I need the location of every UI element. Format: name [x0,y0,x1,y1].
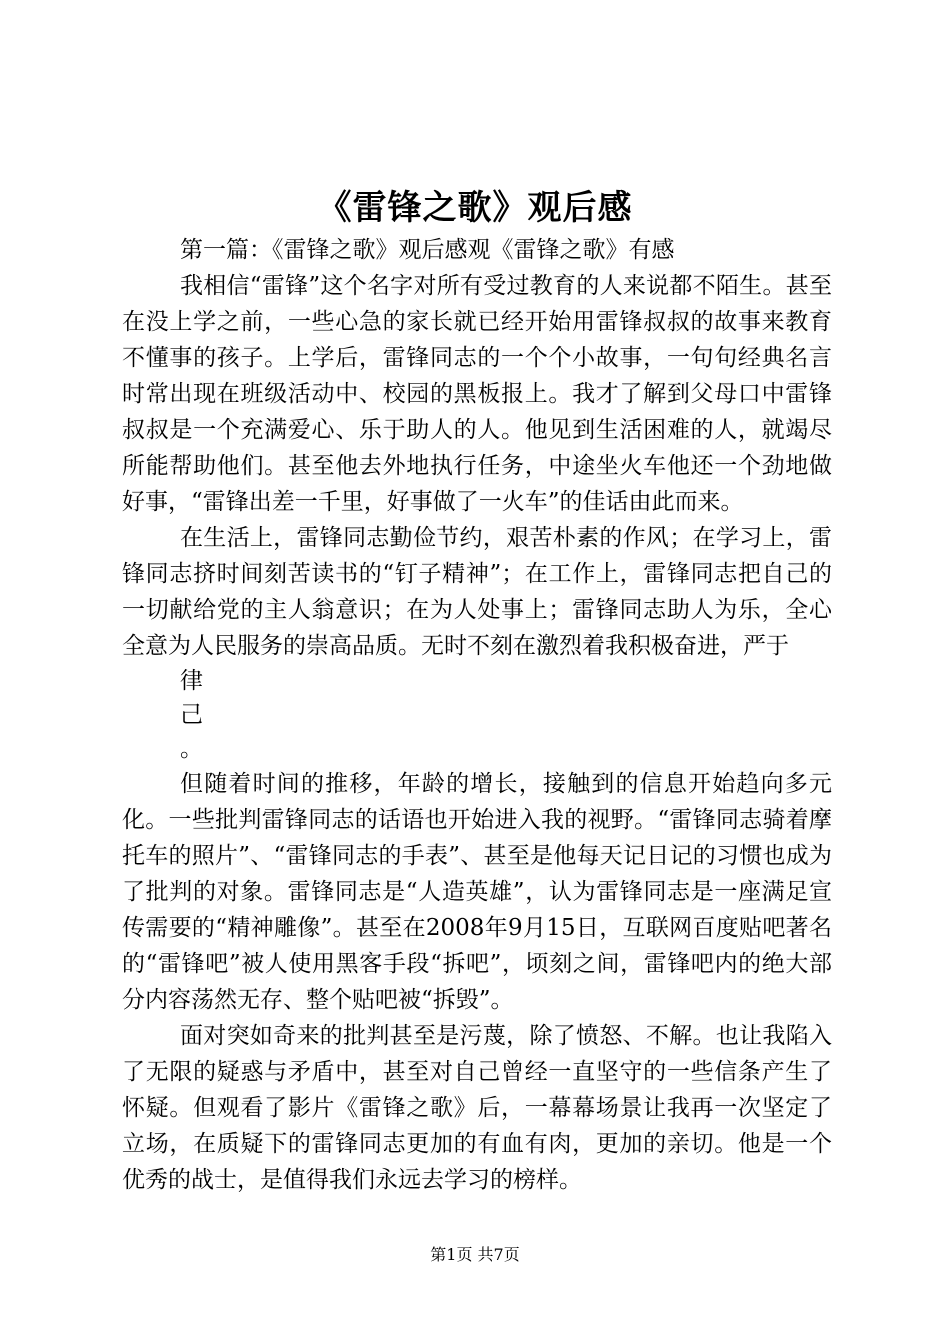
paragraph-4: 面对突如奇来的批判甚至是污蔑，除了愤怒、不解。也让我陷入了无限的疑惑与矛盾中，甚至对自己曾经一直坚守的一些信条产生了怀疑。但观看了影片《雷锋之歌》后，一幕幕场景让我再一次坚定了立场，在质疑下的雷锋同志更加的有血有肉，更加的亲切。他是一个优秀的战士，是值得我们永远去学习的榜样。 [122,1023,832,1193]
paragraph-2: 在生活上，雷锋同志勤俭节约，艰苦朴素的作风；在学习上，雷锋同志挤时间刻苦读书的“钉子精神”；在工作上，雷锋同志把自己的一切献给党的主人翁意识；在为人处事上；雷锋同志助人为乐，全心全意为人民服务的崇高品质。无时不刻在激烈着我积极奋进，严于 [122,525,832,659]
paragraph-3: 但随着时间的推移，年龄的增长，接触到的信息开始趋向多元化。一些批判雷锋同志的话语也开始进入我的视野。“雷锋同志骑着摩托车的照片”、“雷锋同志的手表”、甚至是他每天记日记的习惯也成为了批判的对象。雷锋同志是“人造英雄”，认为雷锋同志是一座满足宣传需要的“精神雕像”。甚至在2008年9月15日，互联网百度贴吧著名的“雷锋吧”被人使用黑客手段“拆吧”，顷刻之间，雷锋吧内的绝大部分内容荡然无存、整个贴吧被“拆毁”。 [122,771,832,1013]
vertical-text-fragment [122,664,832,766]
page-footer: 第1页 共7页 [430,1245,520,1264]
document-title: 《雷锋之歌》观后感 [317,188,633,228]
vertical-char-3: 。 [180,736,203,762]
vertical-char-1: 律 [180,668,203,694]
section-heading: 第一篇：《雷锋之歌》观后感观《雷锋之歌》有感 [180,237,675,263]
document-body [122,232,832,1198]
vertical-char-2: 己 [180,702,203,728]
paragraph-1: 我相信“雷锋”这个名字对所有受过教育的人来说都不陌生。甚至在没上学之前，一些心急的家长就已经开始用雷锋叔叔的故事来教育不懂事的孩子。上学后，雷锋同志的一个个小故事，一句句经典名言时常出现在班级活动中、校园的黑板报上。我才了解到父母口中雷锋叔叔是一个充满爱心、乐于助人的人。他见到生活困难的人，就竭尽所能帮助他们。甚至他去外地执行任务，中途坐火车他还一个劲地做好事，“雷锋出差一千里，好事做了一火车”的佳话由此而来。 [122,273,832,515]
